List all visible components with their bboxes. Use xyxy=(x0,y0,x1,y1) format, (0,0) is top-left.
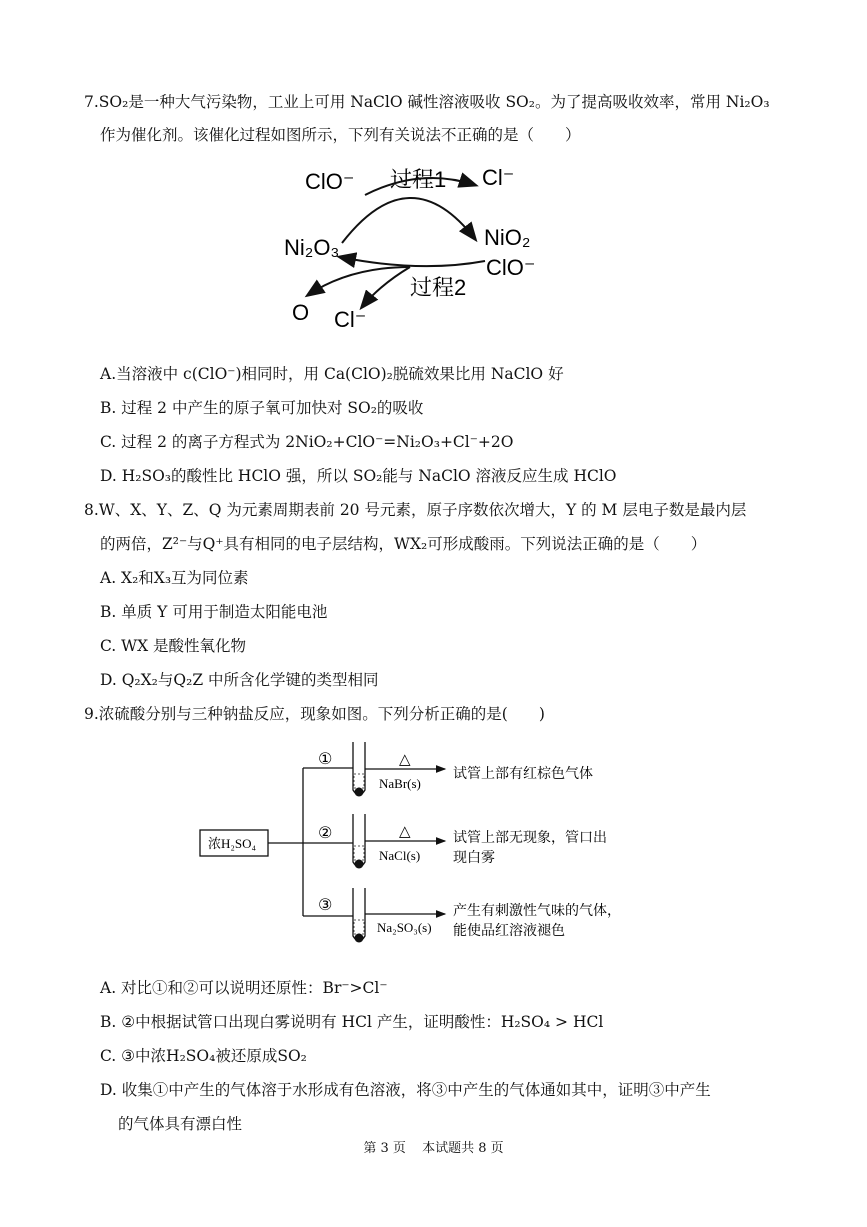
q9-option-d-line1: D. 收集①中产生的气体溶于水形成有色溶液，将③中产生的气体通如其中，证明③中产生 xyxy=(100,1081,711,1099)
q8-option-b: B. 单质 Y 可用于制造太阳能电池 xyxy=(100,603,328,621)
tube1 xyxy=(353,742,365,797)
observation1: 试管上部有红棕色气体 xyxy=(453,766,593,782)
q7-stem-line1: 7.SO₂是一种大气污染物，工业上可用 NaClO 碱性溶液吸收 SO₂。为了提高吸收效率，常用 Ni₂O₃ xyxy=(84,93,770,111)
q7-stem-line2: 作为催化剂。该催化过程如图所示，下列有关说法不正确的是（ ） xyxy=(100,126,581,144)
q7-option-a: A.当溶液中 c(ClO⁻)相同时，用 Ca(ClO)₂脱硫效果比用 NaClO 好 xyxy=(100,365,564,383)
tube1-number: ① xyxy=(318,749,333,768)
heat-symbol-1: △ xyxy=(399,750,411,768)
observation2-line2: 现白雾 xyxy=(453,850,495,866)
cl-top-label: Cl⁻ xyxy=(482,165,515,190)
q9-experiment-diagram xyxy=(195,738,655,960)
ni2o3-label: Ni₂O₃ xyxy=(284,235,340,260)
tube3 xyxy=(353,888,365,943)
cl-bottom-label: Cl⁻ xyxy=(334,307,367,332)
tube2-number: ② xyxy=(318,823,333,842)
q8-option-a: A. X₂和X₃互为同位素 xyxy=(100,569,249,587)
q9-option-c: C. ③中浓H₂SO₄被还原成SO₂ xyxy=(100,1047,307,1065)
total-pages: 本试题共 8 页 xyxy=(422,1141,504,1156)
q8-stem-line2: 的两倍，Z²⁻与Q⁺具有相同的电子层结构，WX₂可形成酸雨。下列说法正确的是（ ） xyxy=(100,535,707,553)
heat-symbol-2: △ xyxy=(399,822,411,840)
q8-stem-line1: 8.W、X、Y、Z、Q 为元素周期表前 20 号元素，原子序数依次增大，Y 的 M 层电子数是最内层 xyxy=(84,501,747,519)
tube2 xyxy=(353,814,365,869)
q7-option-c: C. 过程 2 的离子方程式为 2NiO₂+ClO⁻=Ni₂O₃+Cl⁻+2O xyxy=(100,433,514,451)
q8-option-c: C. WX 是酸性氧化物 xyxy=(100,637,247,655)
to-o-arrow xyxy=(308,267,410,295)
to-cl-arrow xyxy=(362,267,410,307)
tube3-number: ③ xyxy=(318,895,333,914)
reagent-label: 浓H₂SO₄ xyxy=(208,836,257,851)
observation3-line2: 能使品红溶液褪色 xyxy=(453,923,565,939)
page-footer xyxy=(0,1137,867,1156)
salt2-label: NaCl(s) xyxy=(379,848,421,863)
q7-option-d: D. H₂SO₃的酸性比 HClO 强，所以 SO₂能与 NaClO 溶液反应生成 HClO xyxy=(100,467,617,485)
q7-option-b: B. 过程 2 中产生的原子氧可加快对 SO₂的吸收 xyxy=(100,399,424,417)
clo-right-label: ClO⁻ xyxy=(486,255,536,280)
q9-stem: 9.浓硫酸分别与三种钠盐反应，现象如图。下列分析正确的是( ) xyxy=(84,705,545,723)
process2-label: 过程2 xyxy=(410,275,467,300)
q9-option-a: A. 对比①和②可以说明还原性：Br⁻>Cl⁻ xyxy=(100,979,388,997)
q9-option-d-line2: 的气体具有漂白性 xyxy=(118,1115,243,1133)
nio2-label: NiO₂ xyxy=(484,225,531,250)
q8-option-d: D. Q₂X₂与Q₂Z 中所含化学键的类型相同 xyxy=(100,671,379,689)
nio2-to-ni2o3-arrow xyxy=(340,257,485,266)
clo-top-label: ClO⁻ xyxy=(305,169,355,194)
process1-label: 过程1 xyxy=(390,167,447,192)
q9-option-b: B. ②中根据试管口出现白雾说明有 HCl 产生，证明酸性：H₂SO₄ > HCl xyxy=(100,1013,604,1031)
observation2-line1: 试管上部无现象，管口出 xyxy=(453,830,607,846)
q7-catalysis-diagram xyxy=(270,155,570,340)
observation3-line1: 产生有刺激性气味的气体， xyxy=(453,903,621,919)
page-number: 第 3 页 xyxy=(363,1141,406,1156)
salt3-label: Na₂SO₃(s) xyxy=(377,920,432,935)
salt1-label: NaBr(s) xyxy=(379,776,421,791)
o-label: O xyxy=(292,300,310,325)
ni2o3-to-nio2-arrow xyxy=(342,198,475,243)
